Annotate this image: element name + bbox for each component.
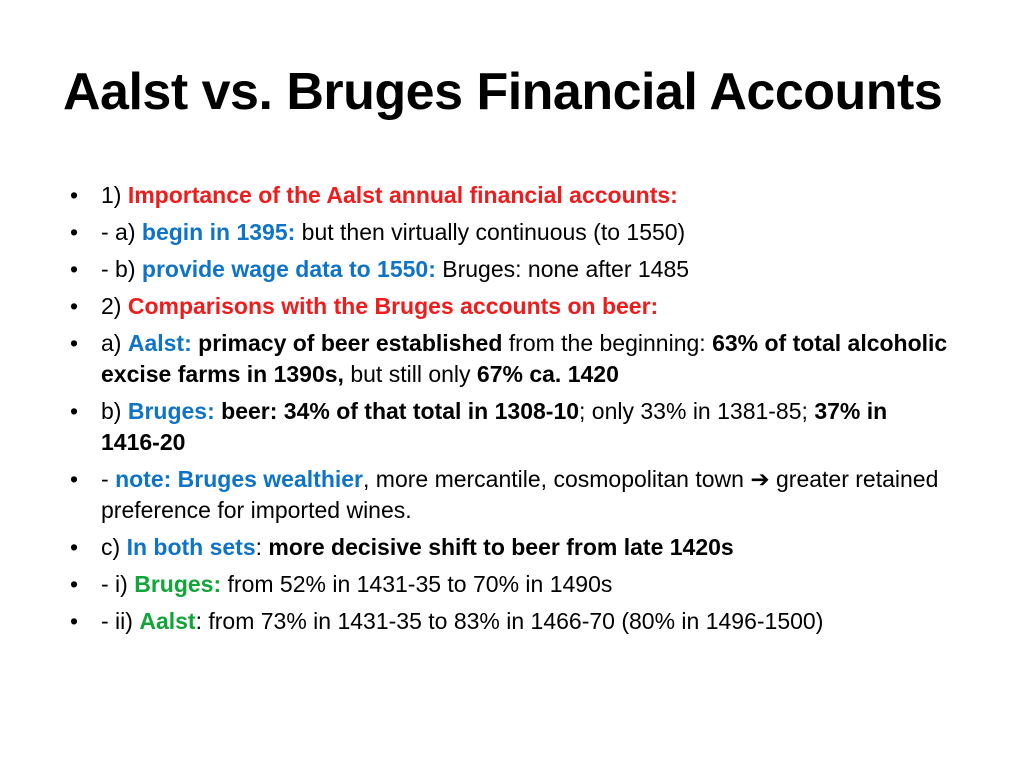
bullet-item [70, 606, 950, 637]
bullet-keyword: Bruges: [127, 398, 215, 424]
bullet-item [70, 464, 950, 526]
bullet-keyword: provide wage data to 1550: [141, 256, 436, 282]
bullet-emphasis: primacy of beer established [191, 330, 503, 356]
bullet-item [70, 396, 950, 458]
bullet-prefix: c) [101, 534, 127, 560]
bullet-text: : from 73% in 1431-35 to 83% in 1466-70 (80% in 1496-1500) [195, 608, 824, 634]
bullet-text: : [255, 534, 269, 560]
bullet-item [70, 254, 950, 285]
bullet-item [70, 180, 950, 211]
bullet-emphasis: 67% ca. 1420 [476, 361, 619, 387]
bullet-prefix: - i) [101, 571, 135, 597]
bullet-item [70, 532, 950, 563]
bullet-text: from the beginning: [502, 330, 713, 356]
bullet-item [70, 328, 950, 390]
bullet-keyword: Bruges: [134, 571, 222, 597]
bullet-emphasis: more decisive shift to beer from late 1420s [268, 534, 734, 560]
bullet-emphasis: 37% in 1416-20 [101, 398, 888, 455]
bullet-keyword: begin in 1395: [141, 219, 296, 245]
bullet-keyword: note: Bruges wealthier [115, 466, 363, 492]
bullet-prefix: - [101, 466, 116, 492]
bullet-keyword: Aalst: [127, 330, 192, 356]
arrow-right-icon: ➔ [750, 466, 770, 492]
bullet-text: greater retained preference for imported wines. [101, 466, 939, 523]
bullet-keyword: In both sets [126, 534, 256, 560]
bullet-item [70, 217, 950, 248]
bullet-text: but still only [343, 361, 477, 387]
bullet-prefix: - ii) [101, 608, 140, 634]
bullet-emphasis: 63% of total alcoholic excise farms in 1390s, [101, 330, 948, 387]
bullet-text: ; only 33% in 1381-85; [579, 398, 815, 424]
bullet-text: , more mercantile, cosmopolitan town [363, 466, 751, 492]
bullet-text: from 52% in 1431-35 to 70% in 1490s [221, 571, 613, 597]
bullet-text: Bruges: none after 1485 [435, 256, 690, 282]
bullet-list [70, 180, 950, 643]
bullet-prefix: 1) [101, 182, 128, 208]
bullet-item [70, 291, 950, 322]
bullet-heading: Comparisons with the Bruges accounts on beer: [127, 293, 659, 319]
bullet-heading: Importance of the Aalst annual financial accounts: [127, 182, 678, 208]
slide-title: Aalst vs. Bruges Financial Accounts [63, 63, 943, 121]
bullet-emphasis: beer: 34% of that total in 1308-10 [214, 398, 580, 424]
bullet-item [70, 569, 950, 600]
bullet-prefix: - b) [101, 256, 142, 282]
bullet-prefix: - a) [101, 219, 142, 245]
bullet-keyword: Aalst [139, 608, 196, 634]
bullet-prefix: a) [101, 330, 128, 356]
bullet-prefix: b) [101, 398, 128, 424]
bullet-prefix: 2) [101, 293, 128, 319]
bullet-text: but then virtually continuous (to 1550) [295, 219, 686, 245]
